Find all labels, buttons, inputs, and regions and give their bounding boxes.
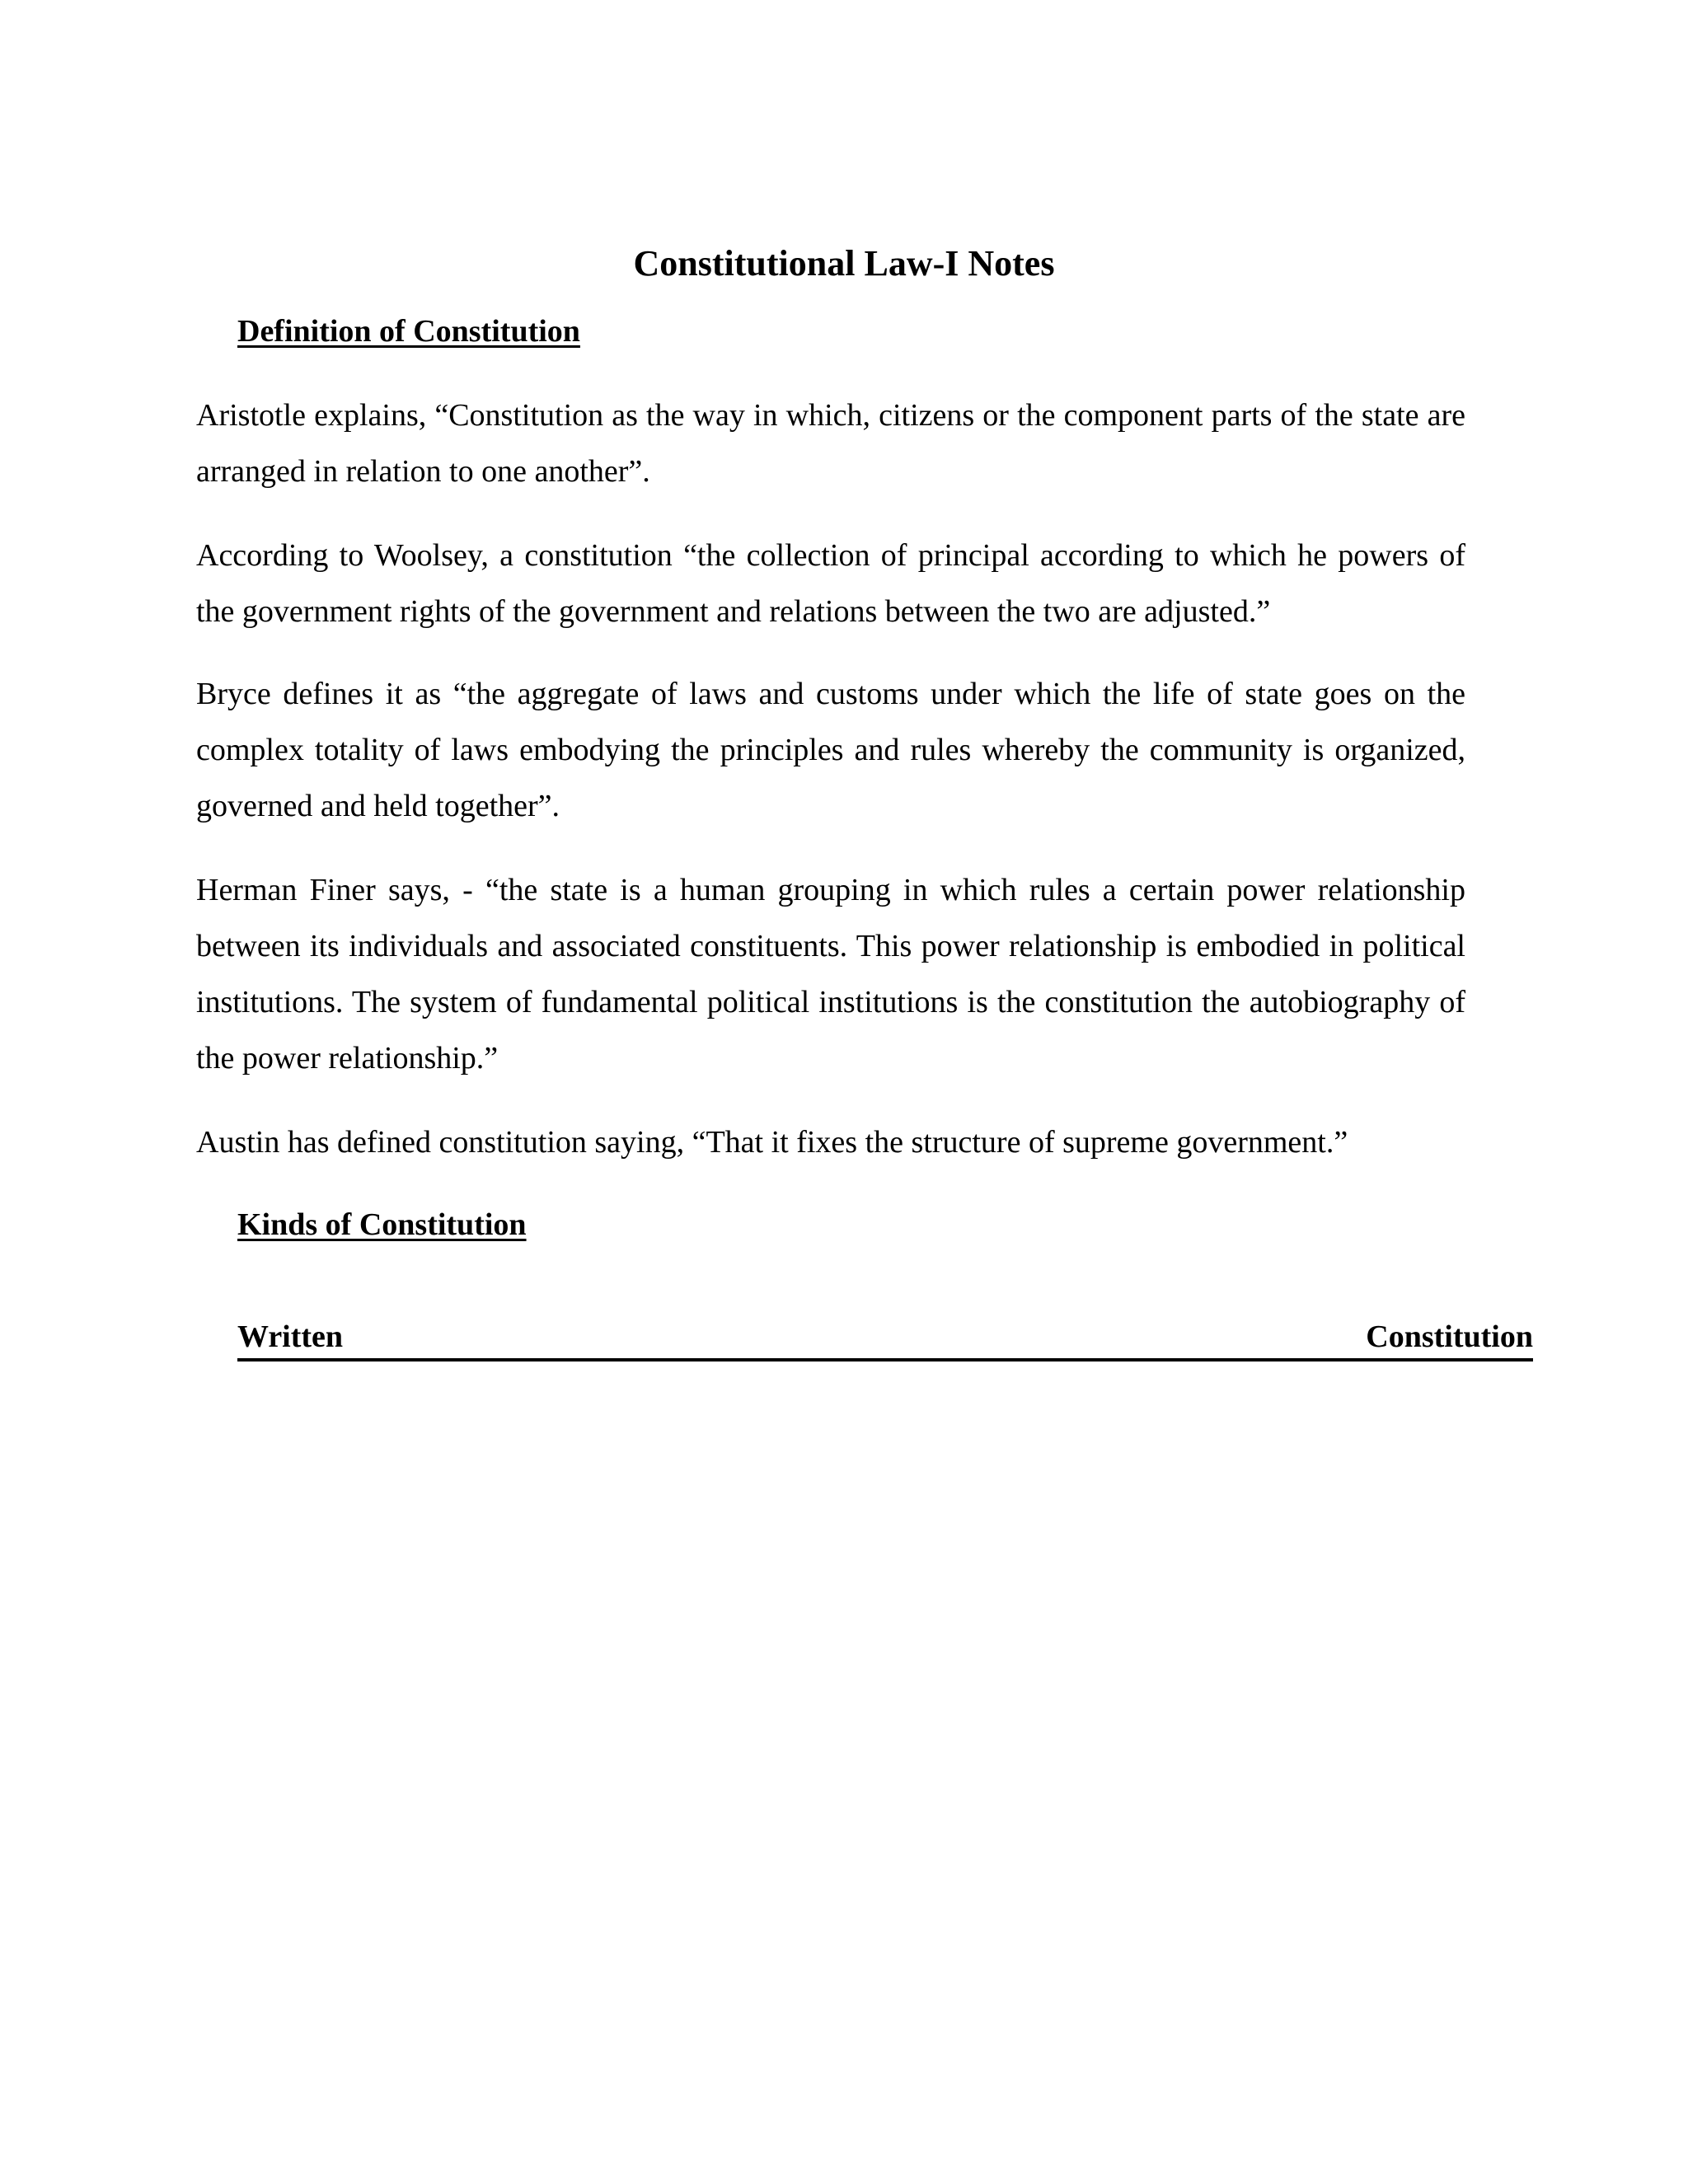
paragraph-austin: Austin has defined constitution saying, “That it fixes the structure of supreme government.”	[196, 1125, 1348, 1160]
paragraph-woolsey: According to Woolsey, a constitution “the collection of principal according to which he powers of the government rights of the government and relations between the two are adjusted.”	[196, 538, 1465, 629]
section-heading-definition: Definition of Constitution	[237, 314, 580, 349]
written-label: Written	[237, 1319, 344, 1354]
written-constitution-heading	[237, 1317, 1533, 1361]
paragraph-herman-finer: Herman Finer says, - “the state is a human grouping in which rules a certain power relationship between its individuals and associated constituents. This power relationship is embodied in political institutions. The system of fundamental political institutions is the constitution the autobiography of the power relationship.”	[196, 873, 1465, 1076]
paragraph-aristotle: Aristotle explains, “Constitution as the way in which, citizens or the component parts of the state are arranged in relation to one another”.	[196, 398, 1465, 489]
section-heading-kinds: Kinds of Constitution	[237, 1207, 527, 1242]
paragraph-bryce: Bryce defines it as “the aggregate of laws and customs under which the life of state goes on the complex totality of laws embodying the principles and rules whereby the community is organized, governed and held together”.	[196, 677, 1465, 823]
constitution-label: Constitution	[1366, 1319, 1533, 1354]
document-title: Constitutional Law-I Notes	[633, 243, 1055, 284]
